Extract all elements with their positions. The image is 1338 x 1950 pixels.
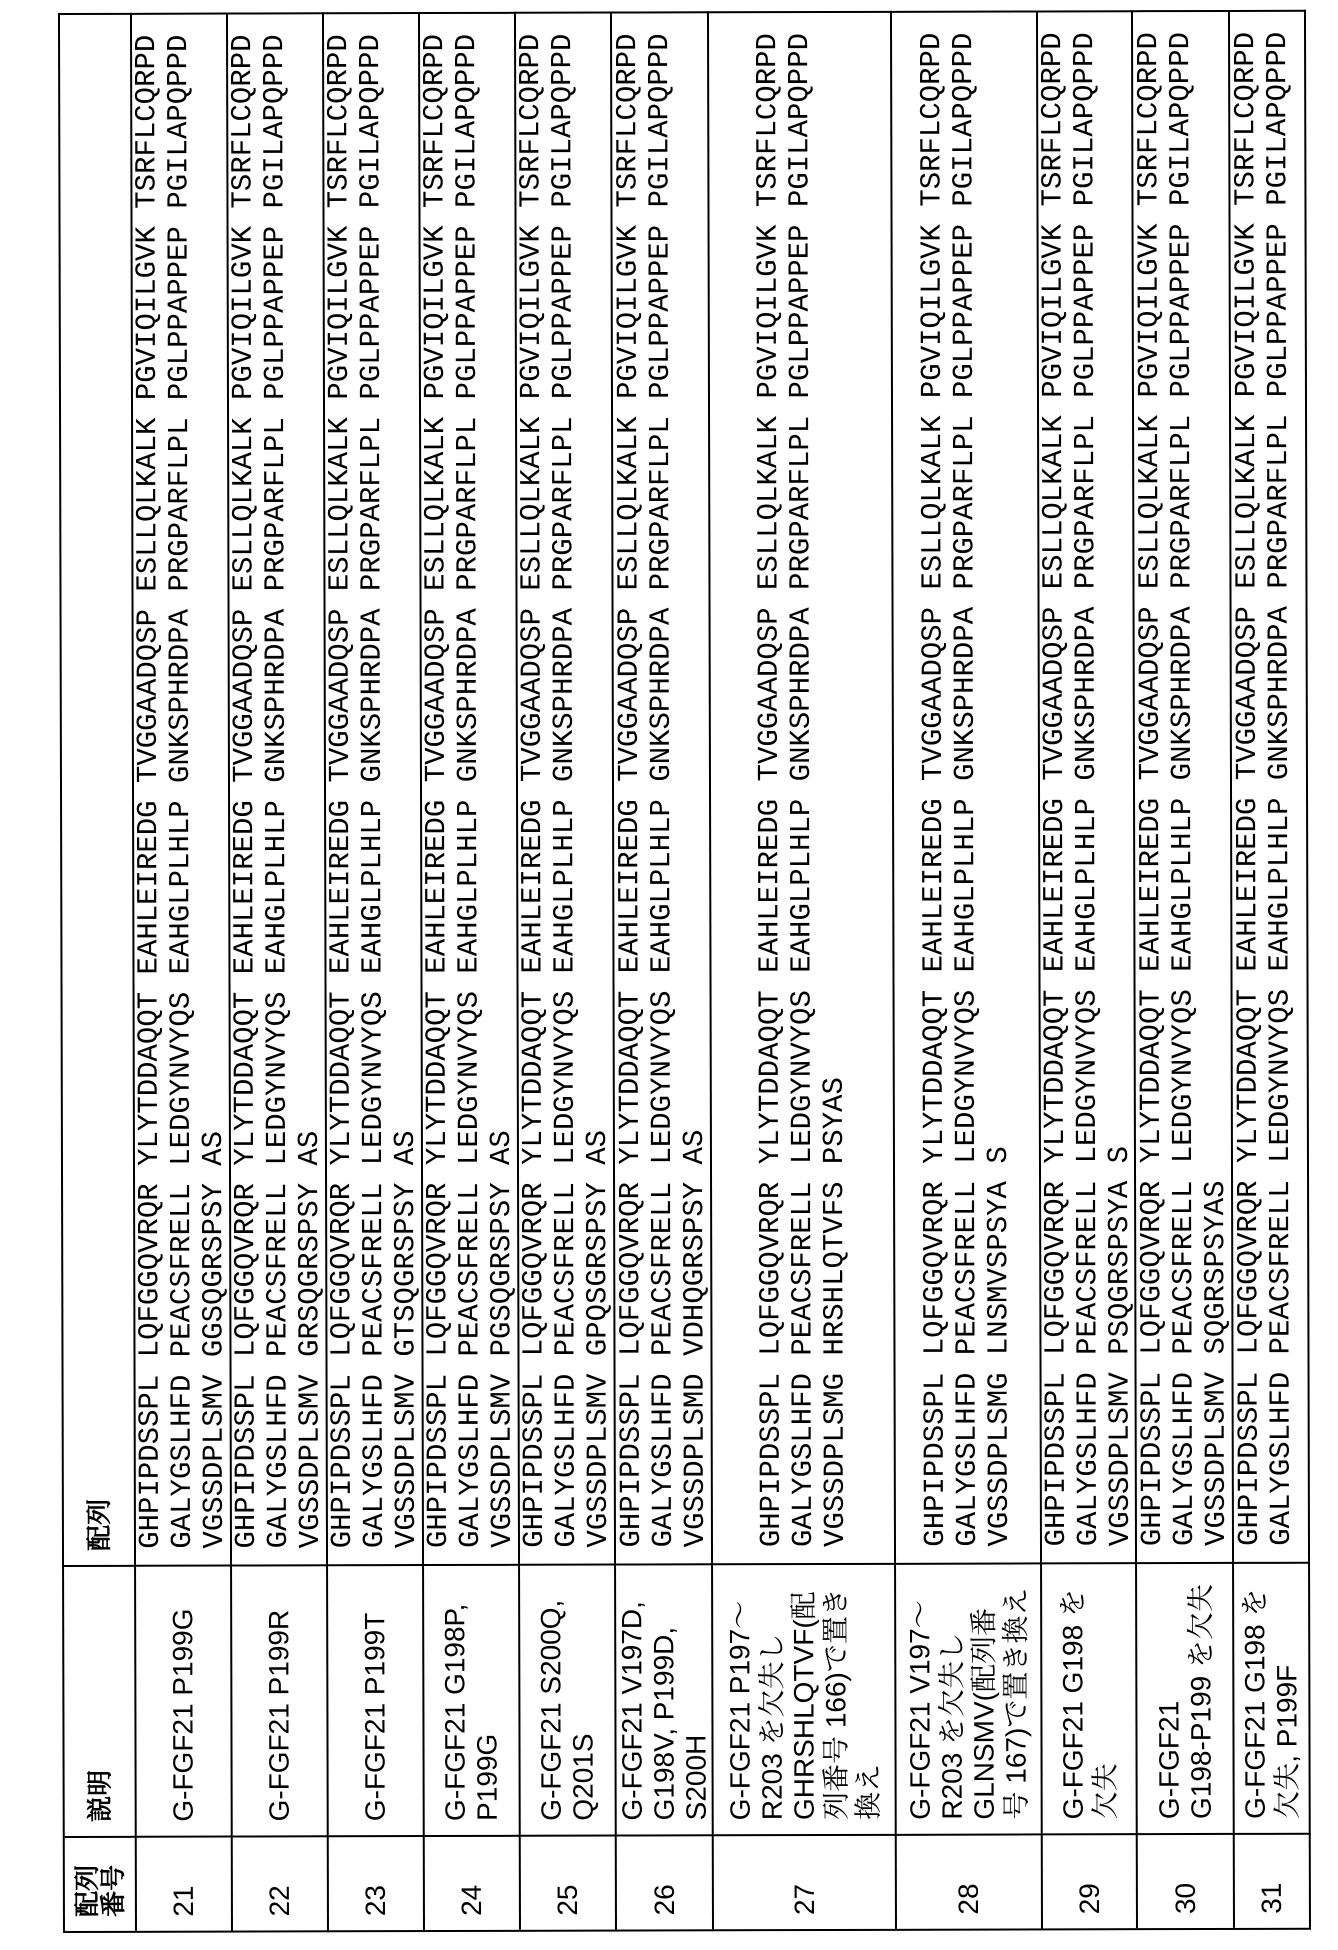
description-line: 号 167)で置き換え xyxy=(1000,1587,1032,1820)
description-cell xyxy=(713,1563,897,1834)
sequence-line: GHPIPDSSPL LQFGGQVRQR YLYTDDAQQT EAHLEIREDG TVGGAADQSP ESLLQLKALK PGVIQILGVK TSRFLCQRPD xyxy=(1035,32,1073,1547)
sequence-line: GALYGSLHFD PEACSFRELL LEDGYNVYQS EAHGLPLHLP GNKSPHRDPA PRGPARFLPL PGLPPAPPEP PGILAPQPPD xyxy=(258,34,295,1549)
seq-id: 31 xyxy=(1255,1882,1287,1914)
rotated-table-page xyxy=(58,8,1313,1933)
description-line: G-FGF21 P199T xyxy=(359,1612,391,1822)
sequence-line: VGSSDPLSMV SQGRSPSYAS xyxy=(1198,1180,1233,1547)
seq-id: 26 xyxy=(648,1884,680,1916)
description-line: G-FGF21 V197～ xyxy=(904,1600,936,1820)
sequence-line: GHPIPDSSPL LQFGGQVRQR YLYTDDAQQT EAHLEIREDG TVGGAADQSP ESLLQLKALK PGVIQILGVK TSRFLCQRPD xyxy=(915,32,952,1547)
header-seq-id-line: 番号 xyxy=(97,1864,128,1917)
sequence-cell xyxy=(228,12,328,1564)
sequence-line: GALYGSLHFD PEACSFRELL LEDGYNVYQS EAHGLPLHLP GNKSPHRDPA PRGPARFLPL PGLPPAPPEP PGILAPQPPD xyxy=(782,32,820,1548)
sequence-cell xyxy=(324,12,424,1564)
description-line: P199G xyxy=(471,1733,503,1821)
description-line: G-FGF21 P199R xyxy=(263,1609,295,1822)
seq-id: 30 xyxy=(1169,1882,1201,1915)
sequence-line: VGSSDPLSMV GRSQGRSPSY AS xyxy=(292,1130,327,1549)
sequence-line: GALYGSLHFD PEACSFRELL LEDGYNVYQS EAHGLPLHLP GNKSPHRDPA PRGPARFLPL PGLPPAPPEP PGILAPQPPD xyxy=(354,34,391,1549)
description-line: GHRSHLQTVF(配 xyxy=(787,1591,820,1821)
description-line: G-FGF21 V197D, xyxy=(615,1601,648,1821)
description-line: 列番号 166)で置き xyxy=(819,1588,852,1821)
sequence-line: VGSSDPLSMV PSQGRSPSYA S xyxy=(1102,1145,1137,1547)
sequence-cell xyxy=(516,12,616,1564)
description-cell xyxy=(1234,1562,1311,1833)
seq-id-cell xyxy=(714,1834,897,1929)
seq-id-cell xyxy=(1235,1833,1311,1928)
seq-id-cell xyxy=(137,1836,233,1931)
sequence-cell xyxy=(612,11,713,1563)
sequence-cell xyxy=(892,10,1042,1562)
description-line: G198V, P199D, xyxy=(647,1626,680,1821)
sequence-line: VGSSDPLSMV PGSQGRSPSY AS xyxy=(484,1130,519,1548)
description-cell xyxy=(616,1563,714,1834)
sequence-line: GALYGSLHFD PEACSFRELL LEDGYNVYQS EAHGLPLHLP GNKSPHRDPA PRGPARFLPL PGLPPAPPEP PGILAPQPPD xyxy=(642,33,680,1548)
seq-id-cell xyxy=(233,1835,329,1930)
sequence-line: GHPIPDSSPL LQFGGQVRQR YLYTDDAQQT EAHLEIREDG TVGGAADQSP ESLLQLKALK PGVIQILGVK TSRFLCQRPD xyxy=(514,33,551,1548)
description-line: S200H xyxy=(679,1734,712,1821)
sequence-line: GHPIPDSSPL LQFGGQVRQR YLYTDDAQQT EAHLEIREDG TVGGAADQSP ESLLQLKALK PGVIQILGVK TSRFLCQRPD xyxy=(130,34,167,1549)
sequence-line: GALYGSLHFD PEACSFRELL LEDGYNVYQS EAHGLPLHLP GNKSPHRDPA PRGPARFLPL PGLPPAPPEP PGILAPQPPD xyxy=(1067,32,1105,1547)
header-description-label: 説明 xyxy=(84,1769,115,1822)
sequence-line: GHPIPDSSPL LQFGGQVRQR YLYTDDAQQT EAHLEIREDG TVGGAADQSP ESLLQLKALK PGVIQILGVK TSRFLCQRPD xyxy=(322,34,359,1549)
seq-id-cell xyxy=(1043,1833,1138,1928)
description-line: G198-P199 を欠失 xyxy=(1184,1583,1217,1820)
sequence-cell xyxy=(420,12,520,1564)
sequence-line: VGSSDPLSMV GGSQGRSPSY AS xyxy=(196,1130,231,1549)
seq-id: 27 xyxy=(788,1883,820,1916)
seq-id-cell xyxy=(521,1835,617,1930)
seq-id-cell xyxy=(617,1834,714,1929)
sequence-line: GHPIPDSSPL LQFGGQVRQR YLYTDDAQQT EAHLEIREDG TVGGAADQSP ESLLQLKALK PGVIQILGVK TSRFLCQRPD xyxy=(610,33,648,1548)
description-line: G-FGF21 S200Q, xyxy=(535,1599,567,1821)
seq-id: 21 xyxy=(167,1885,199,1917)
sequence-line: VGSSDPLSMG HRSHLQTVFS PSYAS xyxy=(817,1077,852,1548)
sequence-line: GHPIPDSSPL LQFGGQVRQR YLYTDDAQQT EAHLEIREDG TVGGAADQSP ESLLQLKALK PGVIQILGVK TSRFLCQRPD xyxy=(1229,31,1266,1546)
sequence-line: GALYGSLHFD PEACSFRELL LEDGYNVYQS EAHGLPLHLP GNKSPHRDPA PRGPARFLPL PGLPPAPPEP PGILAPQPPD xyxy=(947,32,984,1547)
description-line: R203 を欠失し xyxy=(936,1632,968,1820)
description-line: GLNSMV(配列番 xyxy=(968,1607,1000,1820)
description-line: G-FGF21 P199G xyxy=(167,1608,199,1822)
sequence-line: GALYGSLHFD PEACSFRELL LEDGYNVYQS EAHGLPLHLP GNKSPHRDPA PRGPARFLPL PGLPPAPPEP PGILAPQPPD xyxy=(546,33,583,1548)
description-cell xyxy=(896,1562,1043,1833)
description-line: R203 を欠失し xyxy=(755,1633,788,1821)
description-line: G-FGF21 P197～ xyxy=(723,1600,756,1821)
description-cell xyxy=(520,1564,617,1835)
seq-id: 28 xyxy=(952,1883,984,1915)
sequence-cell xyxy=(1035,10,1137,1562)
sequence-line: GALYGSLHFD PEACSFRELL LEDGYNVYQS EAHGLPLHLP GNKSPHRDPA PRGPARFLPL PGLPPAPPEP PGILAPQPPD xyxy=(1163,31,1201,1547)
seq-id: 24 xyxy=(455,1884,487,1916)
sequence-cell xyxy=(1230,10,1310,1562)
sequence-line: GALYGSLHFD PEACSFRELL LEDGYNVYQS EAHGLPLHLP GNKSPHRDPA PRGPARFLPL PGLPPAPPEP PGILAPQPPD xyxy=(1261,31,1298,1546)
header-seq-id-line: 配列 xyxy=(71,1864,102,1917)
description-cell xyxy=(136,1565,233,1836)
sequence-line: GHPIPDSSPL LQFGGQVRQR YLYTDDAQQT EAHLEIREDG TVGGAADQSP ESLLQLKALK PGVIQILGVK TSRFLCQRPD xyxy=(1131,32,1169,1547)
description-line: 欠失, P199F xyxy=(1271,1664,1303,1819)
description-line: Q201S xyxy=(567,1733,599,1821)
sequence-line: GHPIPDSSPL LQFGGQVRQR YLYTDDAQQT EAHLEIREDG TVGGAADQSP ESLLQLKALK PGVIQILGVK TSRFLCQRPD xyxy=(418,33,455,1549)
seq-id-cell xyxy=(1138,1833,1235,1928)
description-cell xyxy=(1042,1562,1138,1833)
seq-id: 25 xyxy=(551,1884,583,1916)
sequence-line: VGSSDPLSMV GPQSGRSPSY AS xyxy=(580,1129,615,1548)
sequence-line: VGSSDPLSMD VDHQGRSPSY AS xyxy=(677,1129,712,1548)
description-line: 欠失 xyxy=(1089,1763,1121,1820)
sequence-cell xyxy=(1133,10,1234,1562)
description-line: G-FGF21 G198 を xyxy=(1056,1589,1089,1820)
description-line: 換え xyxy=(852,1763,884,1820)
seq-id-cell xyxy=(425,1835,521,1930)
seq-id-cell xyxy=(897,1833,1043,1928)
header-description xyxy=(64,1565,137,1836)
description-line: G-FGF21 G198P, xyxy=(439,1603,471,1822)
description-cell xyxy=(328,1564,425,1835)
description-cell xyxy=(232,1564,329,1835)
sequence-line: VGSSDPLSMG LNSMVSPSYA S xyxy=(981,1146,1016,1547)
sequence-table xyxy=(58,10,1311,1933)
sequence-line: GALYGSLHFD PEACSFRELL LEDGYNVYQS EAHGLPLHLP GNKSPHRDPA PRGPARFLPL PGLPPAPPEP PGILAPQPPD xyxy=(162,34,199,1549)
header-sequence-label: 配列 xyxy=(83,1498,114,1551)
seq-id-cell xyxy=(329,1835,425,1930)
header-sequence xyxy=(60,13,136,1565)
description-line: G-FGF21 G198 を xyxy=(1239,1588,1271,1819)
seq-id: 23 xyxy=(359,1884,391,1917)
seq-id: 29 xyxy=(1073,1883,1105,1915)
header-seq-id xyxy=(65,1836,137,1931)
description-cell xyxy=(1137,1562,1235,1833)
description-cell xyxy=(424,1564,521,1835)
sequence-line: GHPIPDSSPL LQFGGQVRQR YLYTDDAQQT EAHLEIREDG TVGGAADQSP ESLLQLKALK PGVIQILGVK TSRFLCQRPD xyxy=(226,34,263,1549)
description-line: G-FGF21 xyxy=(1152,1700,1185,1820)
sequence-cell xyxy=(709,11,896,1563)
sequence-line: GALYGSLHFD PEACSFRELL LEDGYNVYQS EAHGLPLHLP GNKSPHRDPA PRGPARFLPL PGLPPAPPEP PGILAPQPPD xyxy=(450,33,487,1548)
sequence-cell xyxy=(132,13,232,1565)
sequence-line: GHPIPDSSPL LQFGGQVRQR YLYTDDAQQT EAHLEIREDG TVGGAADQSP ESLLQLKALK PGVIQILGVK TSRFLCQRPD xyxy=(750,33,788,1548)
sequence-line: VGSSDPLSMV GTSQGRSPSY AS xyxy=(388,1130,423,1549)
seq-id: 22 xyxy=(263,1885,295,1917)
